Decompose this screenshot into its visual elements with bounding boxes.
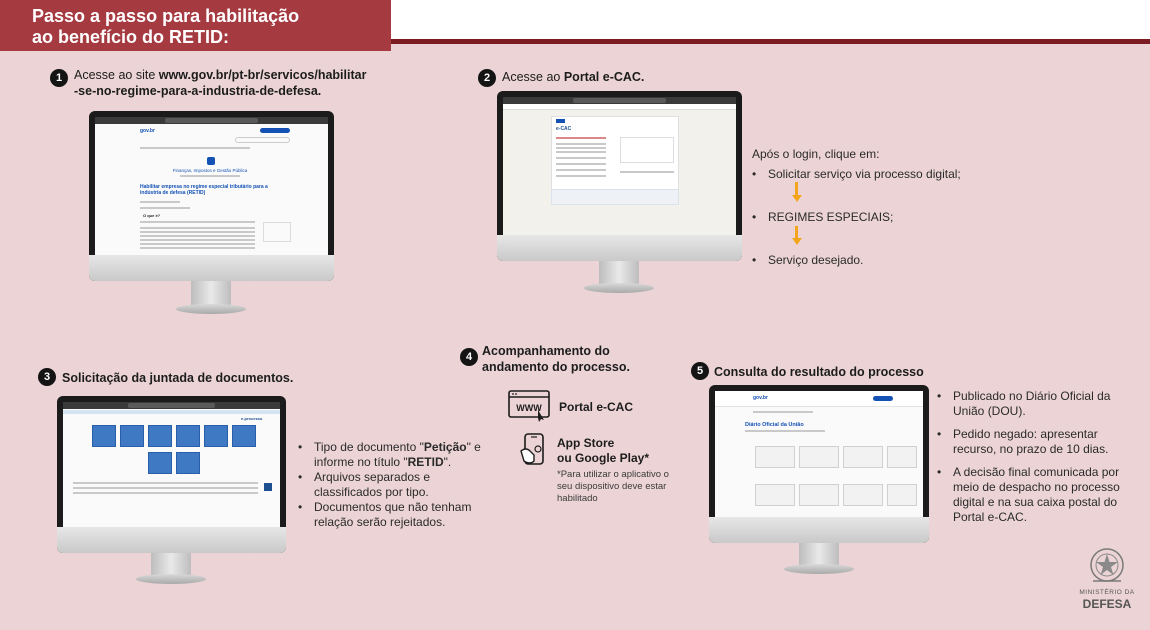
- app-note: *Para utilizar o aplicativo o seu dispositivo deve estar habilitado: [557, 469, 669, 504]
- smartphone-icon: [520, 433, 550, 467]
- monitor-2: [497, 91, 742, 261]
- monitor-3: [57, 396, 286, 553]
- step-1-url-line1[interactable]: www.gov.br/pt-br/servicos/habilitar: [158, 68, 367, 82]
- screen1-subtitle: O que é?: [143, 213, 161, 218]
- app-store-line1: App Store: [557, 436, 615, 450]
- step-3-bullets: [298, 440, 488, 530]
- building-icon: [207, 157, 215, 165]
- browser-bar: [95, 117, 328, 124]
- monitor-5: [709, 385, 929, 543]
- www-label: WWW: [516, 403, 542, 413]
- browser-bar: [503, 97, 736, 104]
- monitor-1: [89, 111, 334, 281]
- portal-ecac-label[interactable]: Portal e-CAC: [559, 400, 634, 414]
- footer-defesa: DEFESA: [1082, 597, 1132, 611]
- step-1-url-line2[interactable]: -se-no-regime-para-a-industria-de-defesa.: [74, 84, 322, 98]
- monitor-2-chin: [497, 235, 742, 261]
- after-login-item-1: • Solicitar serviço via processo digital;: [752, 167, 982, 182]
- dou-tile[interactable]: [843, 484, 883, 506]
- bullet-1-prefix: Tipo de documento ": [314, 440, 424, 454]
- service-tile[interactable]: [148, 425, 172, 447]
- service-tile[interactable]: [92, 425, 116, 447]
- service-tile[interactable]: [148, 452, 172, 474]
- monitor-5-screen: [715, 391, 923, 517]
- www-icon: [508, 390, 550, 420]
- gov-logo-5: gov.br: [753, 395, 768, 401]
- monitor-1-base: [176, 304, 246, 314]
- step-4-text: [482, 343, 630, 375]
- service-tile[interactable]: [204, 425, 228, 447]
- gov-logo: gov.br: [140, 128, 155, 134]
- step-3-bullet-1: [298, 440, 488, 470]
- site-search-input[interactable]: [235, 137, 290, 143]
- monitor-1-screen: [95, 117, 328, 255]
- browser-bar: [63, 402, 280, 409]
- step-5-bullet-1: • Publicado no Diário Oficial da União (DOU).: [937, 389, 1132, 419]
- step-2-bold[interactable]: Portal e-CAC.: [563, 70, 645, 84]
- step-1-number: 1: [50, 69, 68, 87]
- defesa-emblem-icon: [1087, 545, 1127, 585]
- dou-tile[interactable]: [755, 484, 795, 506]
- monitor-3-chin: [57, 527, 286, 553]
- arrow-down-icon-1-head: [792, 195, 802, 202]
- page-title: [0, 0, 391, 51]
- step-5-text: Consulta do resultado do processo: [714, 365, 924, 379]
- step-3-bullet-2: • Arquivos separados e classificados por tipo.: [298, 470, 488, 500]
- step-4-line2: andamento do processo.: [482, 360, 630, 374]
- monitor-3-base: [136, 574, 206, 584]
- step-1-prefix: Acesse ao site: [74, 68, 159, 82]
- bullet-1-retid: RETID: [407, 455, 444, 469]
- step-4-number: 4: [460, 348, 478, 366]
- after-login-step-c: [752, 253, 982, 268]
- header-white-band: [391, 0, 1150, 39]
- ecac-logo: e-CAC: [556, 126, 572, 132]
- step-5-bullets: [937, 389, 1132, 525]
- step-4-line1: Acompanhamento do: [482, 344, 610, 358]
- after-login-item-2: • REGIMES ESPECIAIS;: [752, 210, 982, 225]
- service-tile[interactable]: [232, 425, 256, 447]
- step-3-bullet-3: • Documentos que não tenham relação serão rejeitados.: [298, 500, 488, 530]
- step-2-prefix: Acesse ao: [502, 70, 564, 84]
- page-title-line1: Passo a passo para habilitação: [32, 6, 300, 26]
- monitor-3-screen: [63, 402, 280, 527]
- step-5-bullet-2: • Pedido negado: apresentar recurso, no prazo de 10 dias.: [937, 427, 1132, 457]
- dou-tile[interactable]: [755, 446, 795, 468]
- step-1-text: [74, 67, 394, 99]
- dou-tile[interactable]: [887, 446, 917, 468]
- arrow-down-icon-2-head: [792, 238, 802, 245]
- step-3-number: 3: [38, 368, 56, 386]
- dou-tile[interactable]: [843, 446, 883, 468]
- monitor-1-chin: [89, 255, 334, 281]
- step-5-number: 5: [691, 362, 709, 380]
- login-button[interactable]: [260, 128, 290, 133]
- app-store-line2: ou Google Play*: [557, 451, 650, 465]
- after-login-step-a: [752, 167, 982, 182]
- after-login-step-b: [752, 210, 982, 225]
- step-2-text: [502, 69, 644, 85]
- footer-ministry: MINISTÉRIO DA: [1079, 589, 1135, 596]
- arrow-down-icon-2: [795, 226, 798, 238]
- info-card: [263, 222, 291, 242]
- login-button-5[interactable]: [873, 396, 893, 401]
- dou-tile[interactable]: [799, 446, 839, 468]
- bullet-1-mid: " e informe no título ": [314, 440, 481, 469]
- eprocesso-logo: e-processo: [241, 416, 263, 421]
- arrow-down-icon-1: [795, 182, 798, 195]
- help-icon[interactable]: [264, 483, 272, 491]
- step-3-text: Solicitação da juntada de documentos.: [62, 371, 294, 385]
- service-tile[interactable]: [176, 452, 200, 474]
- app-store-label: [557, 436, 649, 466]
- service-tile[interactable]: [176, 425, 200, 447]
- bullet-1-peticao: Petição: [423, 440, 467, 454]
- monitor-5-chin: [709, 517, 929, 543]
- dou-tile[interactable]: [887, 484, 917, 506]
- screen5-title: Diário Oficial da União: [745, 422, 804, 428]
- gov-login-box[interactable]: [620, 137, 674, 163]
- page-title-line2: ao benefício do RETID:: [32, 27, 230, 47]
- header-accent-line: [328, 39, 1150, 44]
- step-5-bullet-3: • A decisão final comunicada por meio de despacho no processo digital e na sua caixa postal do Portal e-CAC.: [937, 465, 1132, 525]
- screen1-section: Finanças, Impostos e Gestão Pública: [172, 168, 248, 173]
- after-login-item-3: • Serviço desejado.: [752, 253, 982, 268]
- after-login-intro: Após o login, clique em:: [752, 147, 880, 161]
- monitor-2-base: [584, 283, 654, 293]
- bullet-1-suffix: ".: [443, 455, 452, 469]
- service-tile[interactable]: [120, 425, 144, 447]
- step-2-number: 2: [478, 69, 496, 87]
- monitor-2-neck: [599, 261, 639, 285]
- screen1-title: Habilitar empresa no regime especial tributário para a indústria de defesa (RETID): [140, 184, 268, 196]
- dou-tile[interactable]: [799, 484, 839, 506]
- monitor-2-screen: [503, 97, 736, 235]
- monitor-5-base: [784, 564, 854, 574]
